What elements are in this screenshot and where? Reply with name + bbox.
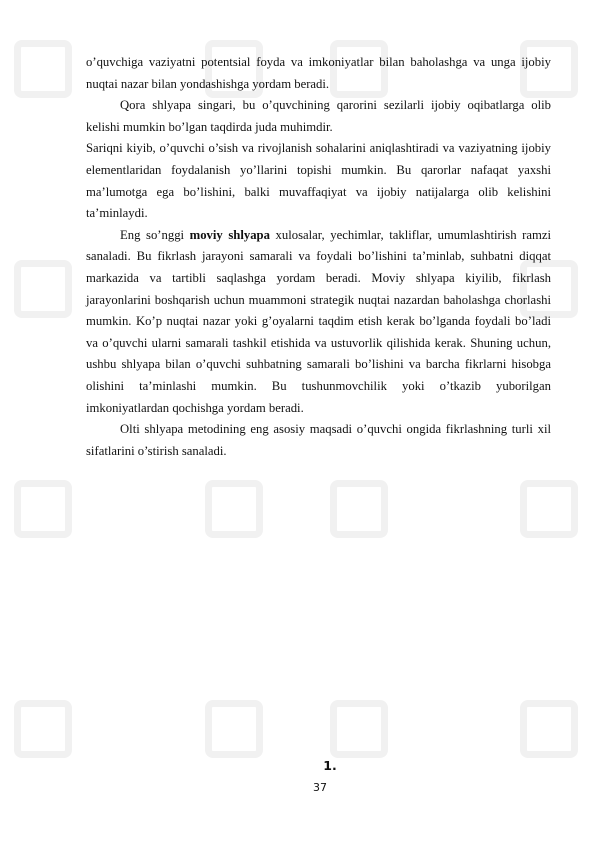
paragraph-text: o’quvchiga vaziyatni potentsial foyda va imkoniyatlar bilan baholashga va unga ijobiy nuqtai nazar bilan yondashishga yordam beradi. <box>86 55 551 91</box>
page-number: 37 <box>313 781 327 794</box>
body-text <box>86 52 551 462</box>
paragraph-5 <box>86 419 551 462</box>
section-number: 1. <box>323 758 337 773</box>
paragraph-2 <box>86 95 551 138</box>
paragraph-text: Qora shlyapa singari, bu o’quvchining qarorini sezilarli ijobiy oqibatlarga olib kelishi mumkin bo’lgan taqdirda juda muhimdir. <box>86 98 551 134</box>
paragraph-4 <box>86 225 551 419</box>
bold-term: moviy shlyapa <box>189 227 270 242</box>
paragraph-1 <box>86 52 551 95</box>
paragraph-3 <box>86 138 551 224</box>
paragraph-text: xulosalar, yechimlar, takliflar, umumlashtirish ramzi sanaladi. Bu fikrlash jarayoni samarali va foydali bo’lishini ta’minlab, suhbatni diqqat markazida va tartibli saqlashga yordam beradi. Moviy shlyapa kiyilib, fikrlash jarayonlarini boshqarish uchun muammoni strategik nuqtai nazardan baholashga chorlashi mumkin. Ko’p nuqtai nazar yoki g’oyalarni taqdim etish kerak bo’lganda foydali bo’ladi va o’quvchi ularni samarali tashkil etishida va ustuvorlik qilishida kerak. Shuning uchun, ushbu shlyapa bilan o’quvchi suhbatning samarali bo’lishini va barcha fikrlarni hisobga olishini ta’minlashi mumkin. Bu tushunmovchilik yoki o’tkazib yuborilgan imkoniyatlardan qochishga yordam beradi. <box>86 227 551 415</box>
paragraph-text: Sariqni kiyib, o’quvchi o’sish va rivojlanish sohalarini aniqlashtiradi va vaziyatning ijobiy elementlaridan foydalanish yo’llarini topishi mumkin. Bu qarorlar nafaqat yaxshi ma’lumotga ega bo’lishini, balki muvaffaqiyat va ijobiy natijalarga olib kelishini ta’minlaydi. <box>86 141 551 221</box>
paragraph-text: Olti shlyapa metodining eng asosiy maqsadi o’quvchi ongida fikrlashning turli xil sifatlarini o’stirish sanaladi. <box>86 422 551 458</box>
paragraph-text: Eng so’nggi <box>120 227 190 242</box>
